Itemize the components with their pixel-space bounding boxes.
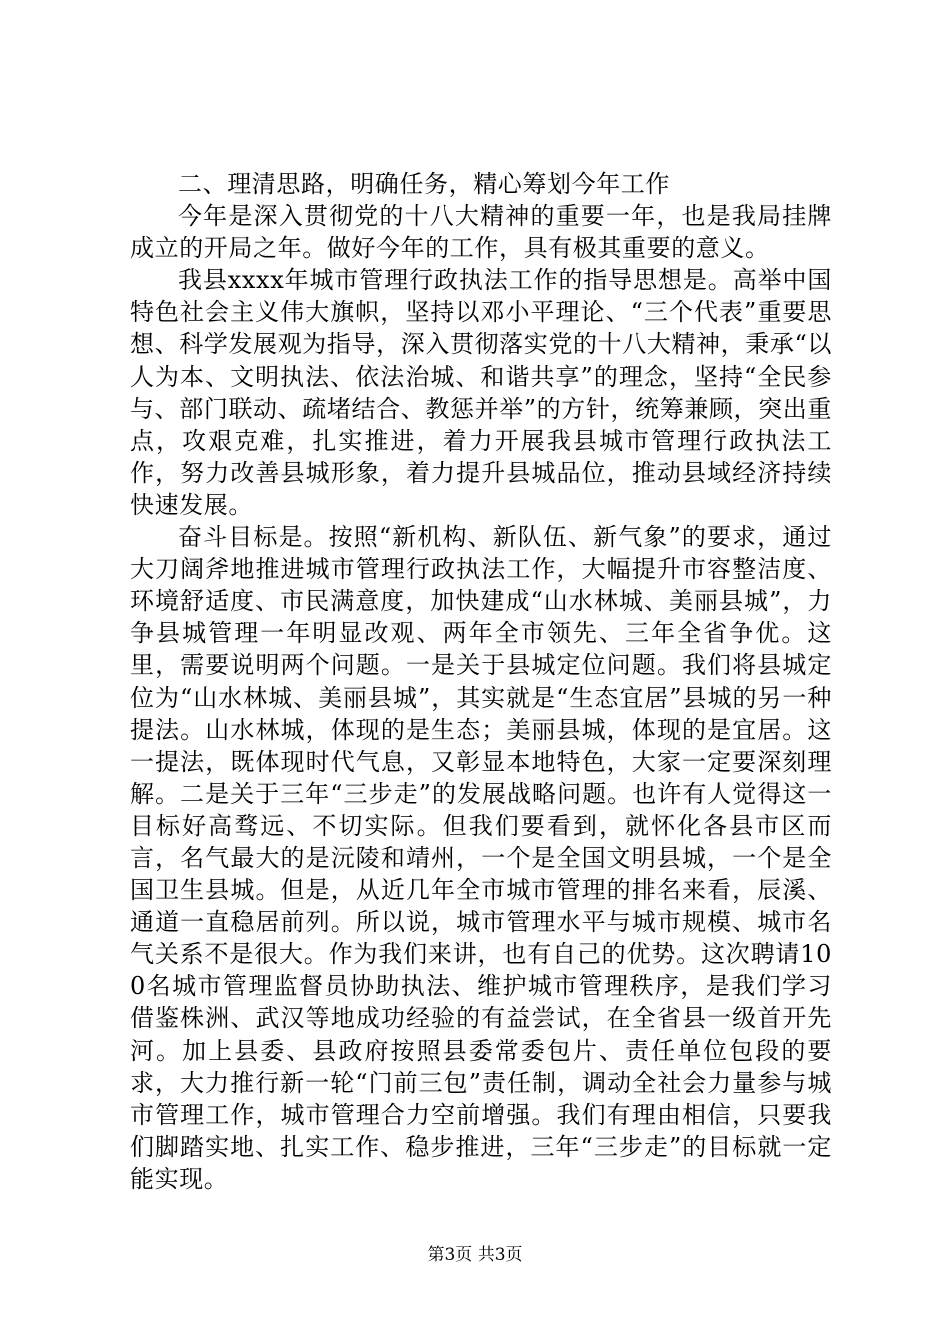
paragraph-intro: 今年是深入贯彻党的十八大精神的重要一年，也是我局挂牌成立的开局之年。做好今年的工作，具有极其重要的意义。 xyxy=(130,202,832,263)
paragraph-goals: 奋斗目标是。按照“新机构、新队伍、新气象”的要求，通过大刀阔斧地推进城市管理行政执法工作，大幅提升市容整洁度、环境舒适度、市民满意度，加快建成“山水林城、美丽县城”，力争县城管理一年明显改观、两年全市领先、三年全省争优。这里，需要说明两个问题。一是关于县城定位问题。我们将县城定位为“山水林城、美丽县城”，其实就是“生态宜居”县城的另一种提法。山水林城，体现的是生态；美丽县城，体现的是宜居。这一提法，既体现时代气息，又彰显本地特色，大家一定要深刻理解。二是关于三年“三步走”的发展战略问题。也许有人觉得这一目标好高骛远、不切实际。但我们要看到，就怀化各县市区而言，名气最大的是沅陵和靖州，一个是全国文明县城，一个是全国卫生县城。但是，从近几年全市城市管理的排名来看，辰溪、通道一直稳居前列。所以说，城市管理水平与城市规模、城市名气关系不是很大。作为我们来讲，也有自己的优势。这次聘请100名城市管理监督员协助执法、维护城市管理秩序，是我们学习借鉴株洲、武汉等地成功经验的有益尝试，在全省县一级首开先河。加上县委、县政府按照县委常委包片、责任单位包段的要求，大力推行新一轮“门前三包”责任制，调动全社会力量参与城市管理工作，城市管理合力空前增强。我们有理由相信，只要我们脚踏实地、扎实工作、稳步推进，三年“三步走”的目标就一定能实现。 xyxy=(130,523,832,1193)
paragraph-guiding-thought: 我县xxxx年城市管理行政执法工作的指导思想是。高举中国特色社会主义伟大旗帜，坚持以邓小平理论、“三个代表”重要思想、科学发展观为指导，深入贯彻落实党的十八大精神，秉承“以人为本、文明执法、依法治城、和谐共享”的理念，坚持“全民参与、部门联动、疏堵结合、教惩并举”的方针，统筹兼顾，突出重点，攻艰克难，扎实推进，着力开展我县城市管理行政执法工作，努力改善县城形象，着力提升县城品位，推动县域经济持续快速发展。 xyxy=(130,266,832,519)
document-body xyxy=(130,168,832,1195)
section-heading: 二、理清思路，明确任务，精心筹划今年工作 xyxy=(178,170,670,198)
page-number-footer: 第3页 共3页 xyxy=(427,1245,523,1265)
